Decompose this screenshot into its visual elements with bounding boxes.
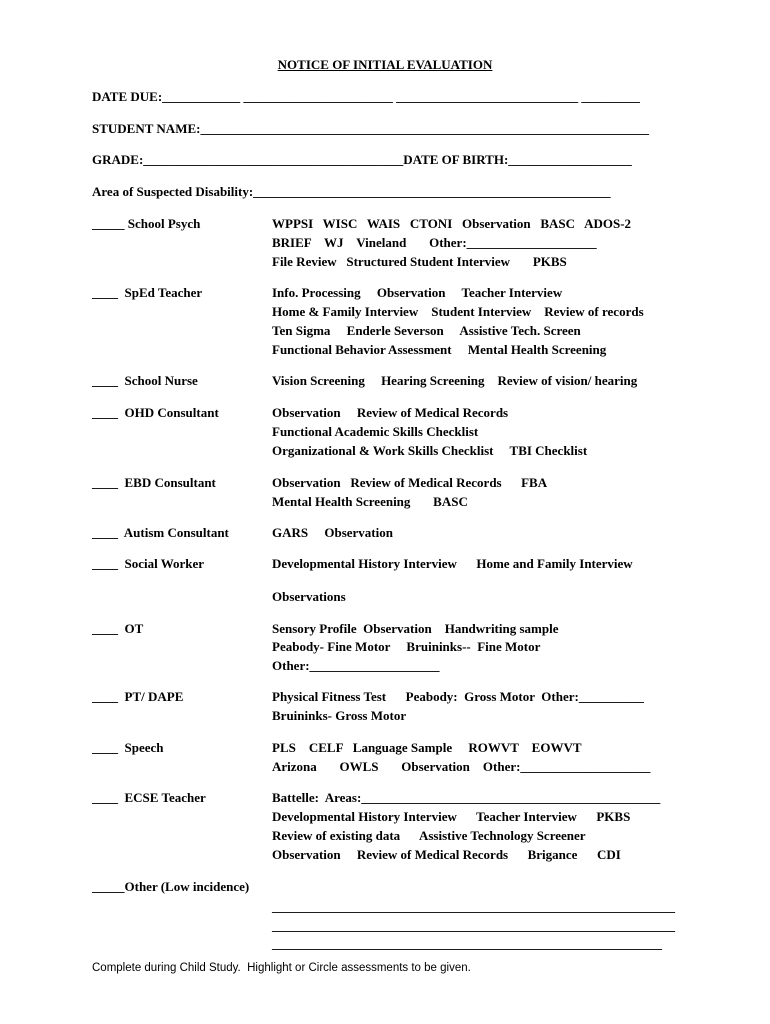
assessment-line: Observation Review of Medical Records Brigance CDI [272, 847, 621, 862]
assessment-line: Observation Review of Medical Records FBA [272, 475, 548, 490]
assessment-line: Battelle: Areas:______________________________________________ [272, 790, 661, 805]
date-due-field[interactable]: DATE DUE:____________ _______________________ ____________________________ _________ [92, 89, 640, 104]
role-school-nurse[interactable]: ____ School Nurse [92, 373, 198, 388]
assessment-line: PLS CELF Language Sample ROWVT EOWVT [272, 740, 582, 755]
other-blank-line[interactable]: ______________________________________________________________ [272, 918, 675, 933]
suspected-disability-field[interactable]: Area of Suspected Disability:_______________________________________________________ [92, 184, 611, 199]
assessment-line: Developmental History Interview Teacher Interview PKBS [272, 809, 631, 824]
assessment-line: Functional Academic Skills Checklist [272, 424, 479, 439]
role-autism-consultant[interactable]: ____ Autism Consultant [92, 525, 229, 540]
other-blank-line[interactable]: ______________________________________________________________ [272, 899, 675, 914]
assessment-line: Mental Health Screening BASC [272, 494, 468, 509]
role-ebd-consultant[interactable]: ____ EBD Consultant [92, 475, 216, 490]
other-blank-line[interactable]: ____________________________________________________________ [272, 936, 662, 951]
assessment-line: Arizona OWLS Observation Other:____________________ [272, 759, 651, 774]
assessment-line: Review of existing data Assistive Technology Screener [272, 828, 586, 843]
footer-instructions: Complete during Child Study. Highlight or Circle assessments to be given. [92, 962, 471, 974]
role-ecse-teacher[interactable]: ____ ECSE Teacher [92, 790, 206, 805]
role-sped-teacher[interactable]: ____ SpEd Teacher [92, 285, 203, 300]
assessment-line: Functional Behavior Assessment Mental Health Screening [272, 342, 607, 357]
role-social-worker[interactable]: ____ Social Worker [92, 556, 205, 571]
assessment-line: Organizational & Work Skills Checklist TBI Checklist [272, 443, 588, 458]
assessment-line: Developmental History Interview Home and Family Interview [272, 556, 633, 571]
assessment-line: Other:____________________ [272, 658, 440, 673]
assessment-line: File Review Structured Student Interview PKBS [272, 254, 567, 269]
role-pt-dape[interactable]: ____ PT/ DAPE [92, 689, 184, 704]
assessment-line: Vision Screening Hearing Screening Review of vision/ hearing [272, 373, 638, 388]
role-speech[interactable]: ____ Speech [92, 740, 164, 755]
assessment-line: Home & Family Interview Student Interview Review of records [272, 304, 644, 319]
assessment-line: BRIEF WJ Vineland Other:____________________ [272, 235, 597, 250]
assessment-line: Observation Review of Medical Records [272, 405, 509, 420]
assessment-line: GARS Observation [272, 525, 393, 540]
assessment-line: Sensory Profile Observation Handwriting sample [272, 621, 559, 636]
role-other-low-incidence[interactable]: _____Other (Low incidence) [92, 879, 250, 894]
assessment-line: Observations [272, 589, 346, 604]
assessment-line: Physical Fitness Test Peabody: Gross Motor Other:__________ [272, 689, 644, 704]
assessment-line: Peabody- Fine Motor Bruininks-- Fine Motor [272, 639, 541, 654]
assessment-line: Info. Processing Observation Teacher Interview [272, 285, 563, 300]
grade-dob-field[interactable]: GRADE:________________________________________DATE OF BIRTH:___________________ [92, 152, 632, 167]
student-name-field[interactable]: STUDENT NAME:_____________________________________________________________________ [92, 121, 649, 136]
role-school-psych[interactable]: _____ School Psych [92, 216, 201, 231]
page-title: NOTICE OF INITIAL EVALUATION [277, 57, 493, 72]
role-ohd-consultant[interactable]: ____ OHD Consultant [92, 405, 219, 420]
assessment-line: Bruininks- Gross Motor [272, 708, 407, 723]
assessment-line: WPPSI WISC WAIS CTONI Observation BASC ADOS-2 [272, 216, 632, 231]
assessment-line: Ten Sigma Enderle Severson Assistive Tech. Screen [272, 323, 581, 338]
role-ot[interactable]: ____ OT [92, 621, 144, 636]
